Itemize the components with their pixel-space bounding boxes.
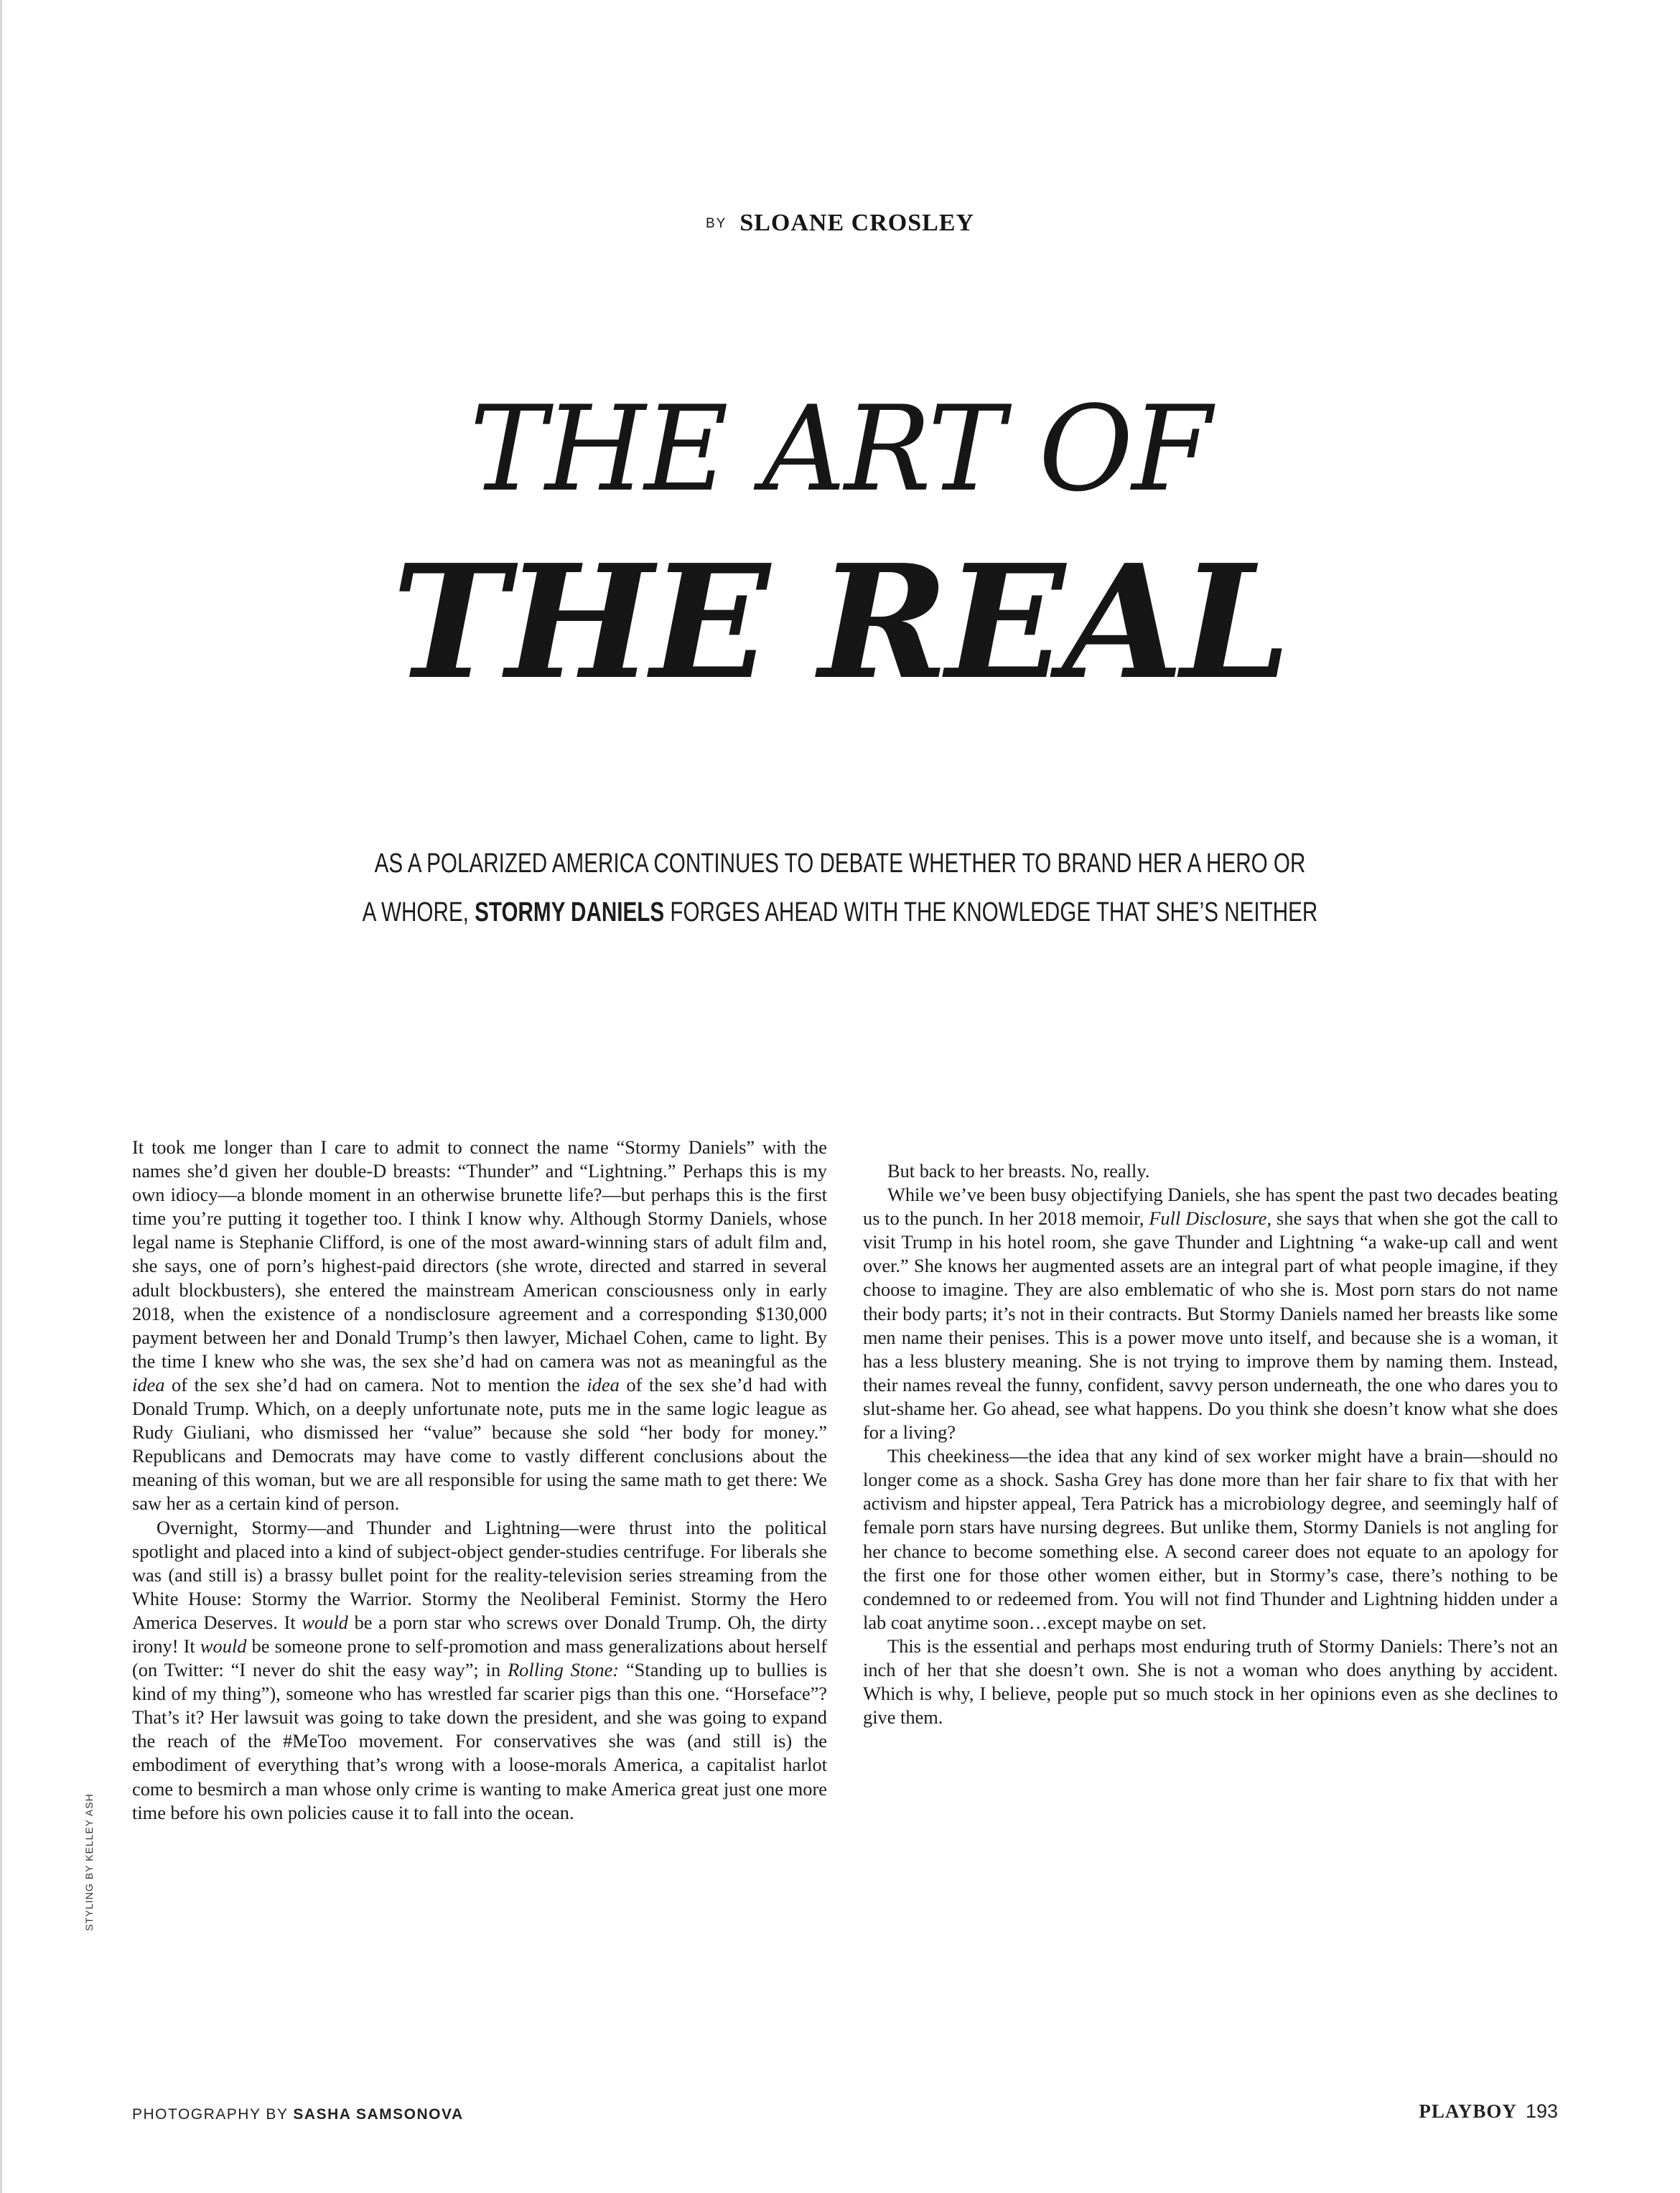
body-column-left [132, 1136, 827, 1825]
paragraph-4 [863, 1183, 1558, 1444]
photographer-name: SASHA SAMSONOVA [293, 2106, 464, 2123]
paragraph-1-emphasis-2: idea [587, 1373, 620, 1395]
byline [0, 210, 1680, 237]
paragraph-2-text-d: “Standing up to bullies is kind of my thing”), someone who has wrestled far scarier pigs than this one. “Horseface”? That’s it? Her lawsuit was going to take down the president, and she was going to expand the reach of the #MeToo movement. For conservatives she was (and still is) the embodiment of everything that’s wrong with a loose-morals America, a capitalist harlot come to besmirch a man whose only crime is wanting to make America great just one more time before his own policies cause it to fall into the ocean. [132, 1659, 827, 1823]
paragraph-2 [132, 1516, 827, 1825]
paragraph-4-text-b: she says that when she got the call to visit Trump in his hotel room, she gave Thunder and Lightning “a wake-up call and went over.” She knows her augmented assets are an integral part of what people imagine, if they choose to imagine. They are also emblematic of who she is. Most porn stars do not name their body parts; it’s not in their contracts. But Stormy Daniels named her breasts like some men name their penises. This is a power move unto itself, and because she is a woman, it has a less blustery meaning. She is not trying to improve them by naming them. Instead, their names reveal the funny, confident, savvy person underneath, the one who dares you to slut-shame her. Go ahead, see what happens. Do you think she doesn’t know what she does for a living? [863, 1207, 1559, 1444]
dek-line-2 [185, 899, 1495, 926]
byline-author: SLOANE CROSLEY [739, 210, 975, 236]
paragraph-2-emphasis-3: Rolling Stone: [508, 1659, 620, 1681]
paragraph-2-text-c: be someone prone to self-promotion and mass generalizations about herself (on Twitter: “I never do shit the easy way”; in [132, 1635, 827, 1681]
page-edge-rule [0, 0, 2, 2193]
paragraph-3 [863, 1159, 1558, 1183]
photo-credit-prefix: PHOTOGRAPHY BY [132, 2106, 289, 2123]
page-number: 193 [1525, 2100, 1558, 2122]
paragraph-2-text-b: be a porn star who screws over Donald Trump. Oh, the dirty irony! It [132, 1611, 827, 1657]
dek-line-2-before: A WHORE, [362, 897, 469, 927]
magazine-name: PLAYBOY [1419, 2100, 1517, 2122]
paragraph-1-text-a: It took me longer than I care to admit to connect the name “Stormy Daniels” with the names she’d given her double-D breasts: “Thunder” and “Lightning.” Perhaps this is my own idiocy—a blonde moment in an otherwise brunette life?—but perhaps this is the first time you’re putting it together too. I think I know why. Although Stormy Daniels, whose legal name is Stephanie Clifford, is one of the most award-winning stars of adult film and, she says, one of porn’s highest-paid directors (she wrote, directed and starred in several adult blockbusters), she entered the mainstream American consciousness only in early 2018, when the existence of a nondisclosure agreement and a corresponding $130,000 payment between her and Donald Trump’s then lawyer, Michael Cohen, came to light. By the time I knew who she was, the sex she’d had on camera was not as meaningful as the [132, 1136, 827, 1372]
dek-line-1: AS A POLARIZED AMERICA CONTINUES TO DEBATE WHETHER TO BRAND HER A HERO OR [374, 848, 1306, 879]
body-column-right [863, 1159, 1558, 1729]
dek-line-2-after: FORGES AHEAD WITH THE KNOWLEDGE THAT SHE’S NEITHER [670, 897, 1318, 927]
paragraph-1-emphasis-1: idea [132, 1373, 165, 1395]
paragraph-1-text-b: of the sex she’d had on camera. Not to mention the [172, 1373, 580, 1395]
photo-credit [132, 2106, 464, 2123]
paragraph-2-emphasis-1: would [302, 1611, 348, 1633]
paragraph-4-book-title: Full Disclosure, [1149, 1207, 1272, 1230]
paragraph-1-text-c: of the sex she’d had with Donald Trump. Which, on a deeply unfortunate note, puts me in the same logic league as Rudy Giuliani, who dismissed her “value” because she sold “her body for money.” Republicans and Democrats may have come to vastly different conclusions about the meaning of this woman, but we are all responsible for using the same math to get there: We saw her as a certain kind of person. [132, 1373, 827, 1515]
dek-subject-name: STORMY DANIELS [475, 897, 665, 927]
paragraph-6-text: This is the essential and perhaps most enduring truth of Stormy Daniels: There’s not an inch of her that she doesn’t own. She is not a woman who does anything by accident. Which is why, I believe, people put so much stock in her opinions even as she declines to give them. [863, 1635, 1558, 1729]
paragraph-2-emphasis-2: would [200, 1635, 247, 1657]
paragraph-1 [132, 1136, 827, 1516]
paragraph-5-text: This cheekiness—the idea that any kind of sex worker might have a brain—should no longer come as a shock. Sasha Grey has done more than her fair share to fix that with her activism and hipster appeal, Tera Patrick has a microbiology degree, and seemingly half of female porn stars have nursing degrees. But unlike them, Stormy Daniels is not angling for her chance to become something else. A second career does not equate to an apology for the first one for those other women either, but in Stormy’s case, there’s nothing to be condemned to or redeemed from. You will not find Thunder and Lightning hidden under a lab coat anytime soon…except maybe on set. [863, 1445, 1558, 1633]
paragraph-3-text: But back to her breasts. No, really. [887, 1160, 1150, 1182]
byline-prefix: BY [705, 216, 727, 231]
styling-credit: STYLING BY KELLEY ASH [83, 1793, 95, 1931]
headline-line-1: THE ART OF [469, 380, 1210, 518]
folio [1419, 2100, 1558, 2123]
paragraph-2-text-a: Overnight, Stormy—and Thunder and Lightning—were thrust into the political spotlight and placed into a kind of subject-object gender-studies centrifuge. For liberals she was (and still is) a brassy bullet point for the reality-television series streaming from the White House: Stormy the Warrior. Stormy the Neoliberal Feminist. Stormy the Hero America Deserves. It [132, 1516, 827, 1633]
paragraph-6 [863, 1635, 1558, 1729]
headline-line-2: THE REAL [391, 530, 1288, 714]
paragraph-5 [863, 1444, 1558, 1635]
paragraph-4-text-a: While we’ve been busy objectifying Daniels, she has spent the past two decades beating us to the punch. In her 2018 memoir, [863, 1184, 1558, 1230]
